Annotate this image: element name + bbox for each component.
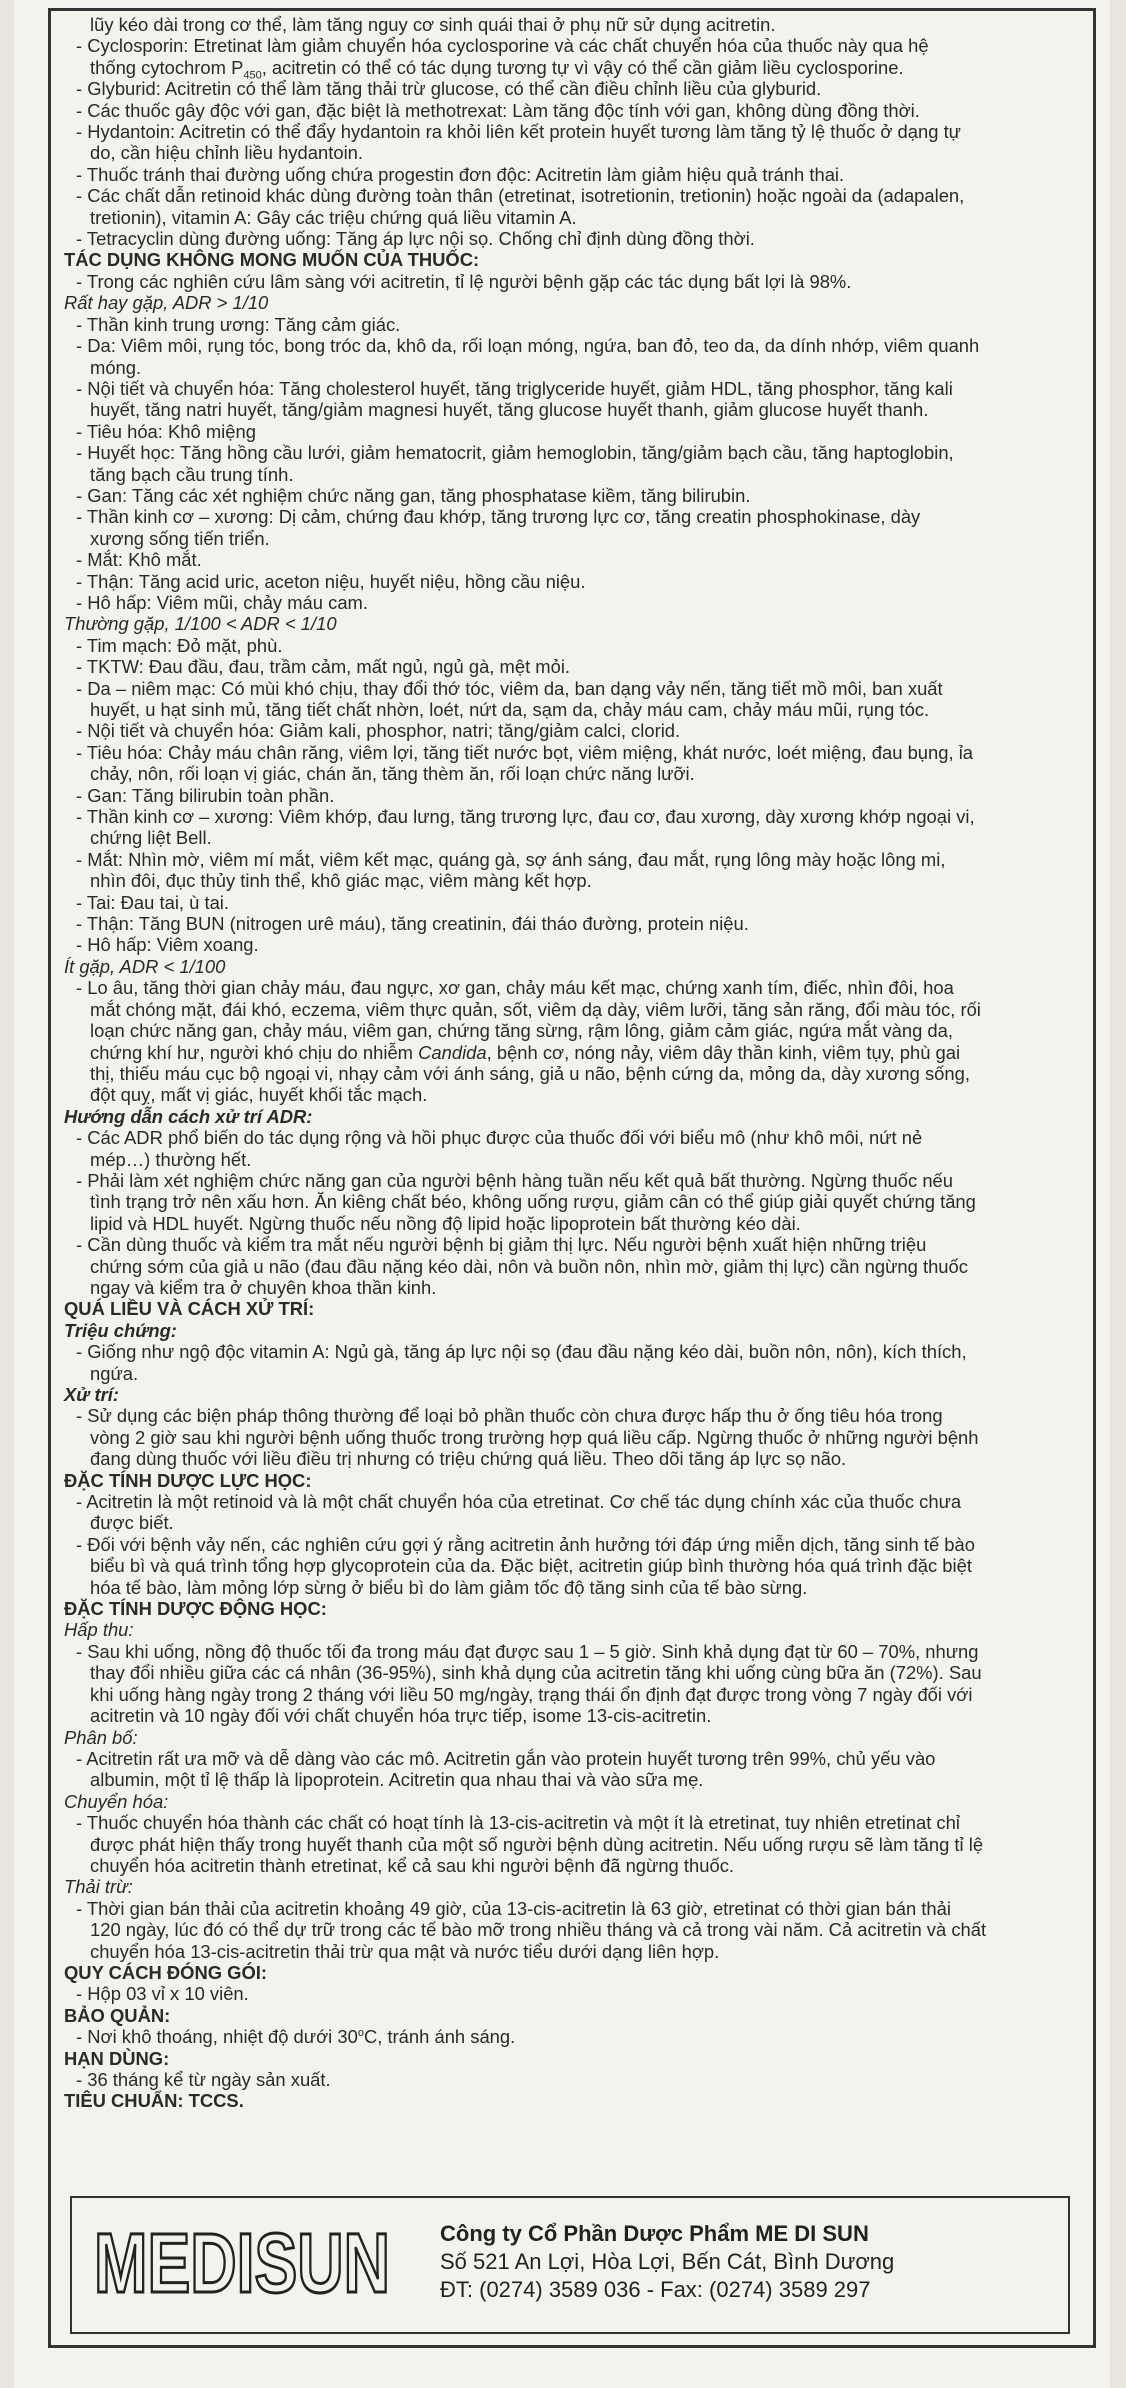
- text-line: - Acitretin rất ưa mỡ và dễ dàng vào các mô. Acitretin gắn vào protein huyết tương trên 99%, chủ yếu vào: [76, 1747, 936, 1769]
- text-line: - Sử dụng các biện pháp thông thường để loại bỏ phần thuốc còn chưa được hấp thu ở ống tiêu hóa trong: [76, 1405, 943, 1427]
- company-info: [440, 2220, 1080, 2304]
- text-line: - Phải làm xét nghiệm chức năng gan của người bệnh hàng tuần nếu kết quả bất thường. Ngừng thuốc nếu: [76, 1169, 954, 1191]
- text-line: - Thần kinh cơ – xương: Viêm khớp, đau lưng, tăng trương lực, đau cơ, đau xương, dày xương khớp ngoại vi,: [76, 806, 975, 828]
- text-line: huyết, u hạt sinh mủ, tăng tiết chất nhờn, loét, nứt da, sạm da, chảy máu cam, chảy máu mũi, rụng tóc.: [90, 699, 930, 720]
- text-line: được biết.: [90, 1512, 174, 1534]
- text-line: Triệu chứng:: [64, 1319, 177, 1341]
- text-line: nhìn đôi, đục thủy tinh thể, khô giác mạc, viêm màng kết hợp.: [90, 870, 592, 892]
- text-line: - Tai: Đau tai, ù tai.: [76, 891, 229, 913]
- text-line: - Tiêu hóa: Khô miệng: [76, 420, 256, 442]
- text-line: Phân bố:: [64, 1726, 138, 1748]
- text-line: - Hô hấp: Viêm xoang.: [76, 934, 259, 956]
- text-line: ĐẶC TÍNH DƯỢC LỰC HỌC:: [64, 1469, 312, 1491]
- text-line: - Tim mạch: Đỏ mặt, phù.: [76, 634, 283, 656]
- text-line: Hấp thu:: [64, 1619, 134, 1641]
- text-line: Xử trí:: [64, 1384, 120, 1405]
- text-line: - Cyclosporin: Etretinat làm giảm chuyển hóa cyclosporine và các chất chuyển hóa của thuốc này qua hệ: [76, 35, 929, 57]
- text-line: albumin, một tỉ lệ thấp là lipoprotein. Acitretin qua nhau thai và vào sữa mẹ.: [90, 1769, 704, 1791]
- text-line: - Hô hấp: Viêm mũi, chảy máu cam.: [76, 591, 368, 613]
- text-line: QUY CÁCH ĐÓNG GÓI:: [64, 1961, 267, 1983]
- text-line: - Thuốc chuyển hóa thành các chất có hoạt tính là 13-cis-acitretin và một ít là etretinat, tuy nhiên etretinat chỉ: [76, 1812, 960, 1834]
- text-line: - Trong các nghiên cứu lâm sàng với acitretin, tỉ lệ người bệnh gặp các tác dụng bất lợi là 98%.: [76, 270, 852, 292]
- text-line: - Da: Viêm môi, rụng tóc, bong tróc da, khô da, rối loạn móng, ngứa, ban đỏ, teo da, da dính nhớp, viêm quanh: [76, 335, 980, 357]
- text-line: được phát hiện thấy trong huyết thanh của một số người bệnh dùng acitretin. Nếu uống rượu sẽ làm tăng tỉ lệ: [90, 1833, 984, 1855]
- text-line: TIÊU CHUẨN: TCCS.: [64, 2090, 244, 2112]
- text-line: Chuyển hóa:: [64, 1790, 169, 1812]
- text-line: - Nội tiết và chuyển hóa: Tăng cholesterol huyết, tăng triglyceride huyết, giảm HDL, tăng phosphor, tăng kali: [76, 377, 953, 399]
- text-line: - Glyburid: Acitretin có thể làm tăng thải trừ glucose, có thể cần điều chỉnh liều của glyburid.: [76, 78, 822, 100]
- text-line: - TKTW: Đau đầu, đau, trầm cảm, mất ngủ, ngủ gà, mệt mỏi.: [76, 656, 571, 678]
- text-line: biểu bì và quá trình tổng hợp glycoprotein của da. Đặc biệt, acitretin giúp bình thường hóa quá trình đặc biệt: [90, 1555, 972, 1577]
- text-line: tretionin), vitamin A: Gây các triệu chứng quá liều vitamin A.: [90, 206, 577, 228]
- text-line: Thải trừ:: [64, 1876, 133, 1898]
- text-line: - Thuốc tránh thai đường uống chứa progestin đơn độc: Acitretin làm giảm hiệu quả tránh thai.: [76, 163, 845, 185]
- text-line: 120 ngày, lúc đó có thể dự trữ trong các tế bào mỡ trong nhiều tháng và cả trong vài năm. Cả acitretin và chất: [90, 1919, 987, 1941]
- text-line: - Tiêu hóa: Chảy máu chân răng, viêm lợi, tăng tiết nước bọt, viêm miệng, khát nước, loét miệng, đau bụng, ỉa: [76, 741, 974, 763]
- text-line: do, cần hiệu chỉnh liều hydantoin.: [90, 142, 363, 164]
- text-line: thị, thiếu máu cục bộ ngoại vi, nhạy cảm với ánh sáng, giả u não, bệnh cứng da, mỏng da, dày xương sống,: [90, 1062, 970, 1084]
- text-line: - Các thuốc gây độc với gan, đặc biệt là methotrexat: Làm tăng độc tính với gan, không dùng đồng thời.: [76, 99, 920, 121]
- leaflet-text: [64, 14, 1084, 2112]
- text-line: - Đối với bệnh vảy nến, các nghiên cứu gợi ý rằng acitretin ảnh hưởng tới đáp ứng miễn dịch, tăng sinh tế bào: [76, 1533, 975, 1555]
- text-line: hóa tế bào, làm mỏng lớp sừng ở biểu bì do làm giảm tốc độ tăng sinh của tế bào sừng.: [90, 1576, 808, 1598]
- text-line: ngứa.: [90, 1362, 139, 1384]
- text-line: - Gan: Tăng bilirubin toàn phần.: [76, 784, 335, 806]
- text-line: Rất hay gặp, ADR > 1/10: [64, 292, 269, 314]
- text-line: Hướng dẫn cách xử trí ADR:: [64, 1105, 313, 1127]
- text-line: - Thần kinh trung ương: Tăng cảm giác.: [76, 313, 401, 335]
- medisun-logo: [88, 2210, 396, 2314]
- text-line: thống cytochrom $P_{450}$, acitretin có thể có tác dụng tương tự vì vậy có thể cần giảm liều cyclosporine.: [90, 56, 904, 82]
- text-line: - Giống như ngộ độc vitamin A: Ngủ gà, tăng áp lực nội sọ (đau đầu nặng kéo dài, buồn nôn, nôn), kích thích,: [76, 1341, 967, 1363]
- text-line: - Cần dùng thuốc và kiểm tra mắt nếu người bệnh bị giảm thị lực. Nếu người bệnh xuất hiện những triệu: [76, 1234, 927, 1256]
- text-line: acitretin và 10 ngày đối với chất chuyển hóa trực tiếp, isome 13-cis-acitretin.: [90, 1705, 712, 1727]
- text-line: thay đổi nhiều giữa các cá nhân (36-95%), sinh khả dụng của acitretin tăng khi uống cùng bữa ăn (72%). Sau: [90, 1662, 982, 1684]
- text-line: - Các chất dẫn retinoid khác dùng đường toàn thân (etretinat, isotretionin, tretionin) hoặc ngoài da (adapalen,: [76, 185, 965, 207]
- text-line: chứng liệt Bell.: [90, 827, 212, 849]
- text-line: - Nội tiết và chuyển hóa: Giảm kali, phosphor, natri; tăng/giảm calci, clorid.: [76, 720, 681, 742]
- company-name: Công ty Cổ Phần Dược Phẩm ME DI SUN: [440, 2221, 869, 2246]
- text-line: lipid và HDL huyết. Ngừng thuốc nếu nồng độ lipid hoặc lipoprotein bất thường kéo dài.: [90, 1212, 801, 1234]
- text-line: chuyển hóa 13-cis-acitretin thải trừ qua mật và nước tiểu dưới dạng liên hợp.: [90, 1940, 720, 1962]
- text-line: ngay và kiểm tra ở chuyên khoa thần kinh.: [90, 1276, 437, 1298]
- text-line: tăng bạch cầu trung tính.: [90, 463, 294, 485]
- text-line: đột quỵ, mất vị giác, huyết khối tắc mạch.: [90, 1084, 428, 1106]
- text-line: - Mắt: Khô mắt.: [76, 549, 202, 571]
- text-line: chuyển hóa acitretin thành etretinat, kể cả sau khi người bệnh đã ngừng thuốc.: [90, 1854, 734, 1876]
- text-line: - Hydantoin: Acitretin có thể đẩy hydantoin ra khỏi liên kết protein huyết tương làm tăng tỷ lệ thuốc ở dạng tự: [76, 121, 961, 143]
- text-line: - Các ADR phổ biến do tác dụng rộng và hồi phục được của thuốc đối với biểu mô (như khô môi, nứt nẻ: [76, 1127, 923, 1149]
- text-line: lũy kéo dài trong cơ thể, làm tăng nguy cơ sinh quái thai ở phụ nữ sử dụng acitretin.: [90, 14, 776, 35]
- text-line: - Thận: Tăng acid uric, aceton niệu, huyết niệu, hồng cầu niệu.: [76, 570, 586, 592]
- text-line: - Acitretin là một retinoid và là một chất chuyển hóa của etretinat. Cơ chế tác dụng chính xác của thuốc chưa: [76, 1491, 962, 1513]
- text-line: - Thận: Tăng BUN (nitrogen urê máu), tăng creatinin, đái tháo đường, protein niệu.: [76, 913, 749, 935]
- text-line: mép…) thường hết.: [90, 1148, 252, 1170]
- text-line: - Thần kinh cơ – xương: Dị cảm, chứng đau khớp, tăng trương lực cơ, tăng creatin phosphokinase, dày: [76, 506, 921, 528]
- text-line: HẠN DÙNG:: [64, 2047, 170, 2069]
- text-line: - Da – niêm mạc: Có mùi khó chịu, thay đổi thớ tóc, viêm da, ban dạng vảy nến, tăng tiết mồ môi, ban xuất: [76, 677, 943, 699]
- logo-text: MEDISUN: [94, 2216, 390, 2310]
- text-line: chứng sớm của giả u não (đau đầu nặng kéo dài, nôn và buồn nôn, nhìn mờ, giảm thị lực) cần ngừng thuốc: [90, 1255, 968, 1277]
- text-line: tình trạng trở nên xấu hơn. Ăn kiêng chất béo, không uống rượu, giảm cân có thể giúp giải quyết chứng tăng: [90, 1191, 976, 1213]
- text-line: mắt chóng mặt, đái khó, eczema, viêm thực quản, sốt, viêm dạ dày, viêm lưỡi, tăng sản răng, đổi màu tóc, rối: [90, 998, 981, 1020]
- leaflet-sheet: [14, 0, 1110, 2388]
- text-line: khi uống hàng ngày trong 2 tháng với liều 50 mg/ngày, trạng thái ổn định đạt được trong vòng 7 ngày đối với: [90, 1683, 973, 1705]
- text-line: BẢO QUẢN:: [64, 2004, 171, 2026]
- text-line: xương sống tiến triển.: [90, 527, 270, 549]
- text-line: chảy, nôn, rối loạn vị giác, chán ăn, tăng thèm ăn, rối loạn chức năng lưỡi.: [90, 763, 695, 785]
- text-line: loạn chức năng gan, chảy máu, viêm gan, chứng tăng sừng, rậm lông, giảm cảm giác, ngứa mắt vàng da,: [90, 1020, 953, 1042]
- text-line: - Lo âu, tăng thời gian chảy máu, đau ngực, xơ gan, chảy máu kết mạc, chứng xanh tím, điếc, nhìn đôi, hoa: [76, 977, 954, 999]
- text-line: - Nơi khô thoáng, nhiệt độ dưới 30$^o$C, tránh ánh sáng.: [76, 2026, 516, 2048]
- text-line: huyết, tăng natri huyết, tăng/giảm magnesi huyết, tăng glucose huyết thanh, giảm glucose huyết thanh.: [90, 399, 929, 421]
- text-line: - Tetracyclin dùng đường uống: Tăng áp lực nội sọ. Chống chỉ định dùng đồng thời.: [76, 228, 755, 250]
- text-line: - Mắt: Nhìn mờ, viêm mí mắt, viêm kết mạc, quáng gà, sợ ánh sáng, đau mắt, rụng lông mày hoặc lông mi,: [76, 848, 946, 870]
- company-phone: ĐT: (0274) 3589 036 - Fax: (0274) 3589 297: [440, 2277, 871, 2302]
- text-line: - Huyết học: Tăng hồng cầu lưới, giảm hematocrit, giảm hemoglobin, tăng/giảm bạch cầu, tăng haptoglobin,: [76, 442, 954, 464]
- text-line: Ít gặp, ADR < 1/100: [64, 955, 226, 977]
- company-address: Số 521 An Lợi, Hòa Lợi, Bến Cát, Bình Dương: [440, 2249, 895, 2274]
- text-line: - Gan: Tăng các xét nghiệm chức năng gan, tăng phosphatase kiềm, tăng bilirubin.: [76, 484, 751, 506]
- text-line: - Hộp 03 vỉ x 10 viên.: [76, 1983, 249, 2005]
- text-line: ĐẶC TÍNH DƯỢC ĐỘNG HỌC:: [64, 1598, 327, 1620]
- text-line: QUÁ LIỀU VÀ CÁCH XỬ TRÍ:: [64, 1298, 315, 1320]
- text-line: chứng khí hư, người khó chịu do nhiễm Candida, bệnh cơ, nóng nảy, viêm dây thần kinh, viêm tụy, phù gai: [90, 1041, 961, 1063]
- text-line: - Thời gian bán thải của acitretin khoảng 49 giờ, của 13-cis-acitretin là 63 giờ, etretinat có thời gian bán thải: [76, 1897, 951, 1919]
- text-line: vòng 2 giờ sau khi người bệnh uống thuốc trong trường hợp quá liều cấp. Ngừng thuốc ở những người bệnh: [90, 1426, 979, 1448]
- text-line: móng.: [90, 356, 142, 378]
- text-line: - Sau khi uống, nồng độ thuốc tối đa trong máu đạt được sau 1 – 5 giờ. Sinh khả dụng đạt từ 60 – 70%, nhưng: [76, 1640, 979, 1662]
- text-line: TÁC DỤNG KHÔNG MONG MUỐN CỦA THUỐC:: [64, 249, 480, 271]
- text-line: Thường gặp, 1/100 < ADR < 1/10: [64, 613, 337, 635]
- text-line: - 36 tháng kể từ ngày sản xuất.: [76, 2069, 331, 2090]
- text-line: đang dùng thuốc với liều điều trị nhưng có triệu chứng quá liều. Theo dõi tăng áp lực sọ não.: [90, 1448, 847, 1470]
